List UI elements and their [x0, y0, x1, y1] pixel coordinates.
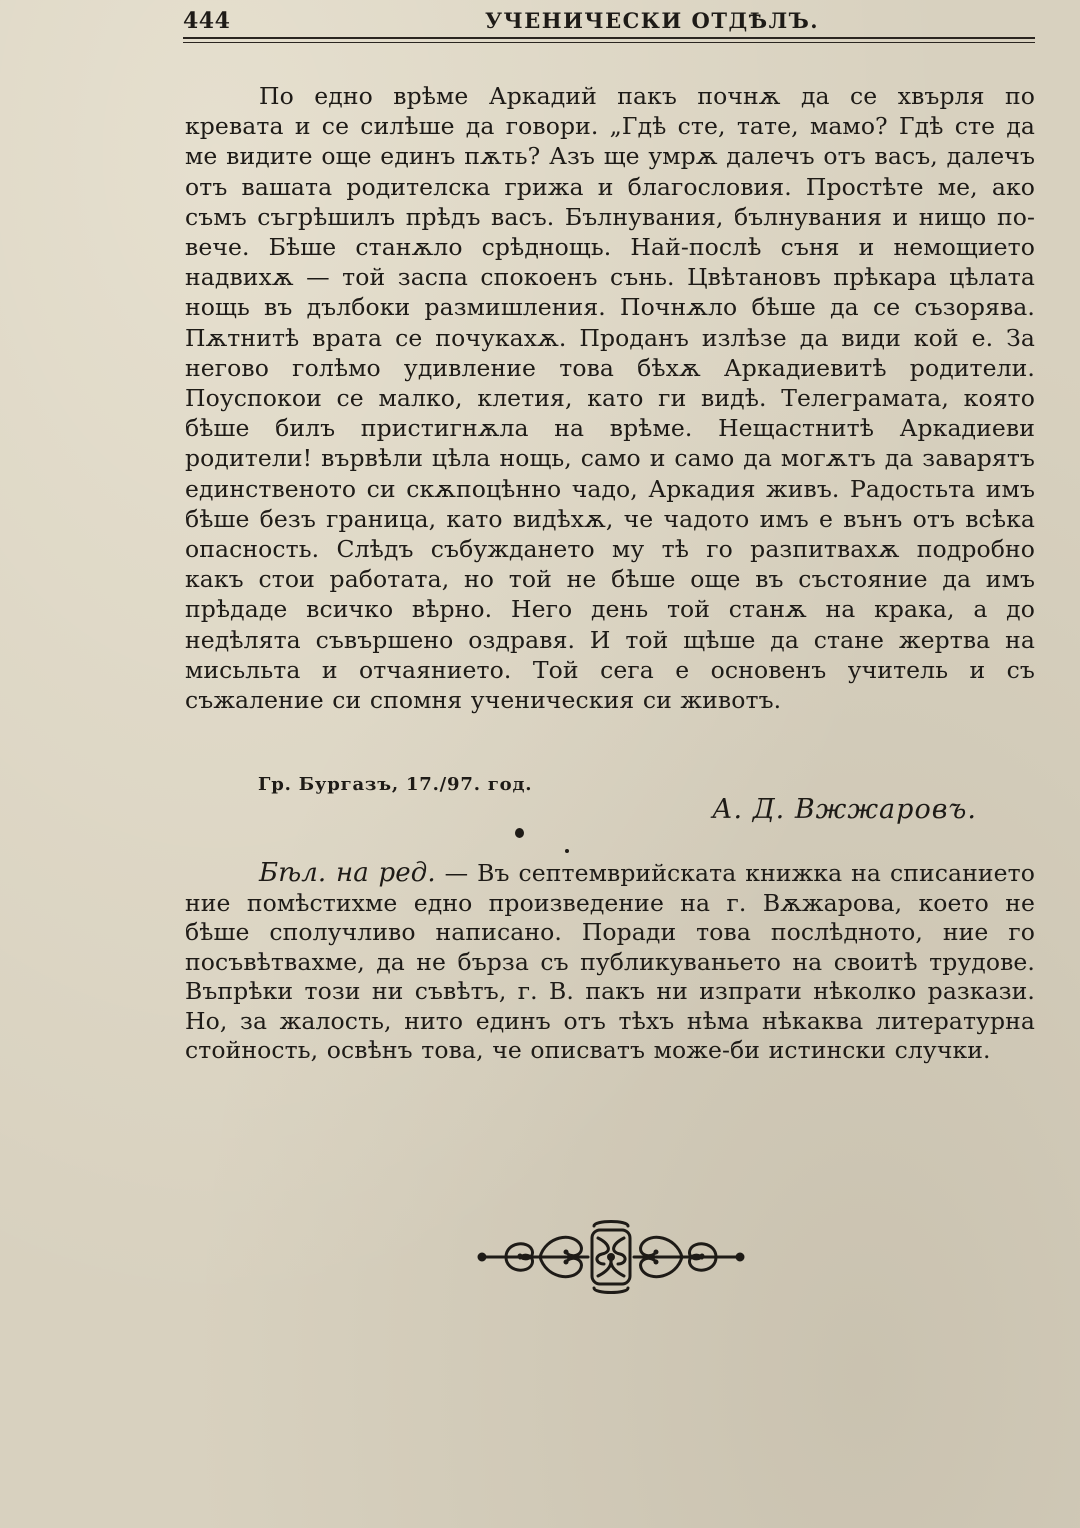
author-signature: А. Д. Вжжаровъ. — [712, 794, 977, 825]
running-header — [183, 6, 1035, 32]
page-number: 444 — [183, 8, 231, 34]
section-title: УЧЕНИЧЕСКИ ОТДѢЛЪ. — [485, 8, 820, 33]
story-body — [185, 81, 1035, 715]
separator-dot-small — [565, 849, 569, 853]
decorative-tailpiece-icon — [476, 1218, 746, 1296]
editor-note — [185, 859, 1035, 1066]
separator-dot — [515, 828, 524, 838]
editor-note-label: Бѣл. на ред. — [259, 858, 436, 888]
header-rule-thick — [183, 37, 1035, 39]
editor-note-text: — Въ септемврийската книжка на списанието ние помѣстихме едно произведение на г. Вѫжарова, което не бѣше сполучливо написано. Поради това послѣдното, ние го посъвѣтвахме, да не бърза съ публикуваньето на своитѣ трудове. Въпрѣки този ни съвѣтъ, г. В. пакъ ни изпрати нѣколко разкази. Но, за жалость, нито единъ отъ тѣхъ нѣма нѣкаква литературна стойность, освѣнъ това, че описватъ може-би истински случки. — [185, 859, 1035, 1064]
header-rule-thin — [183, 42, 1035, 43]
story-paragraph: По едно врѣме Аркадий пакъ почнѫ да се хвърля по кревата и се силѣше да говори. „Гдѣ сте, тате, мамо? Гдѣ сте да ме видите още единъ пѫть? Азъ ще умрѫ далечъ отъ васъ, далечъ отъ вашата родителска грижа и благословия. Простѣте ме, ако съмъ съгрѣшилъ прѣдъ васъ. Бълнувания, бълнувания и нищо по-вече. Бѣше станѫло срѣднощь. Най-послѣ съня и немощието надвихѫ — той заспа спокоенъ сънь. Цвѣтановъ прѣкара цѣлата нощь въ дълбоки размишления. Почнѫло бѣше да се съзорява. Пѫтнитѣ врата се почукахѫ. Проданъ излѣзе да види кой е. За негово голѣмо удивление това бѣхѫ Аркадиевитѣ родители. Поуспокои се малко, клетия, като ги видѣ. Телеграмата, която бѣше билъ пристигнѫла на врѣме. Нещастнитѣ Аркадиеви родители! вървѣли цѣла нощь, само и само да могѫтъ да заварятъ единственото си скѫпоцѣнно чадо, Аркадия живъ. Радостьта имъ бѣше безъ граница, като видѣхѫ, че чадото имъ е вънъ отъ всѣка опасность. Слѣдъ събуждането му тѣ го разпитвахѫ подробно какъ стои работата, но той не бѣше още въ състояние да имъ прѣдаде всичко вѣрно. Него день той станѫ на крака, а до недѣлята съвършено оздравя. И той щѣше да стане жертва на мисьльта и отчаянието. Той сега е основенъ учитель и съ съжаление си спомня ученическия си животъ. — [185, 82, 1035, 715]
place-date-line: Гр. Бургазъ, 17./97. год. — [258, 774, 533, 795]
